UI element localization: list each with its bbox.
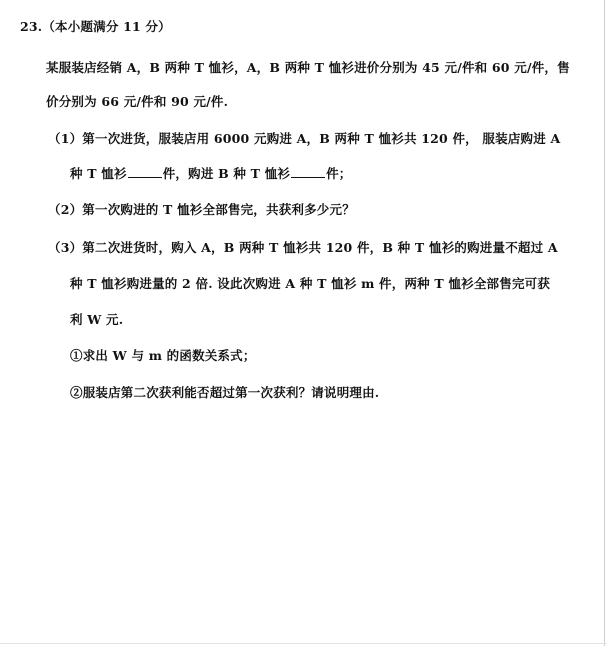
part1-text-c: 件； xyxy=(326,166,352,181)
part1-line-1: （1）第一次进货，服装店用 6000 元购进 A，B 两种 T 恤衫共 120 件， 服装店购进 A xyxy=(48,131,561,146)
intro-line-2: 价分别为 66 元/件和 90 元/件. xyxy=(46,94,229,109)
part2-line-1: （2）第一次购进的 T 恤衫全部售完，共获利多少元？ xyxy=(48,202,355,217)
part1-line-2 xyxy=(70,164,352,182)
page-right-edge xyxy=(604,0,605,646)
part3-line-1: （3）第二次进货时，购入 A，B 两种 T 恤衫共 120 件，B 种 T 恤衫的购进量不超过 A xyxy=(48,240,558,255)
sub-question-2: ②服装店第二次获利能否超过第一次获利？请说明理由. xyxy=(70,385,380,400)
part1-text-a: 种 T 恤衫 xyxy=(70,166,127,181)
question-header: 23.（本小题满分 11 分） xyxy=(20,19,171,34)
part3-line-2: 种 T 恤衫购进量的 2 倍. 设此次购进 A 种 T 恤衫 m 件，两种 T 恤衫全部售完可获 xyxy=(70,276,551,291)
part1-text-b: 件，购进 B 种 T 恤衫 xyxy=(162,166,291,181)
page-bottom-edge xyxy=(0,643,607,644)
answer-blank-a-count[interactable] xyxy=(128,166,162,178)
answer-blank-b-count[interactable] xyxy=(291,166,325,178)
sub-question-1: ①求出 W 与 m 的函数关系式； xyxy=(70,348,256,363)
intro-line-1: 某服装店经销 A，B 两种 T 恤衫，A，B 两种 T 恤衫进价分别为 45 元/件和 60 元/件，售 xyxy=(46,60,570,75)
part3-line-3: 利 W 元. xyxy=(70,312,124,327)
